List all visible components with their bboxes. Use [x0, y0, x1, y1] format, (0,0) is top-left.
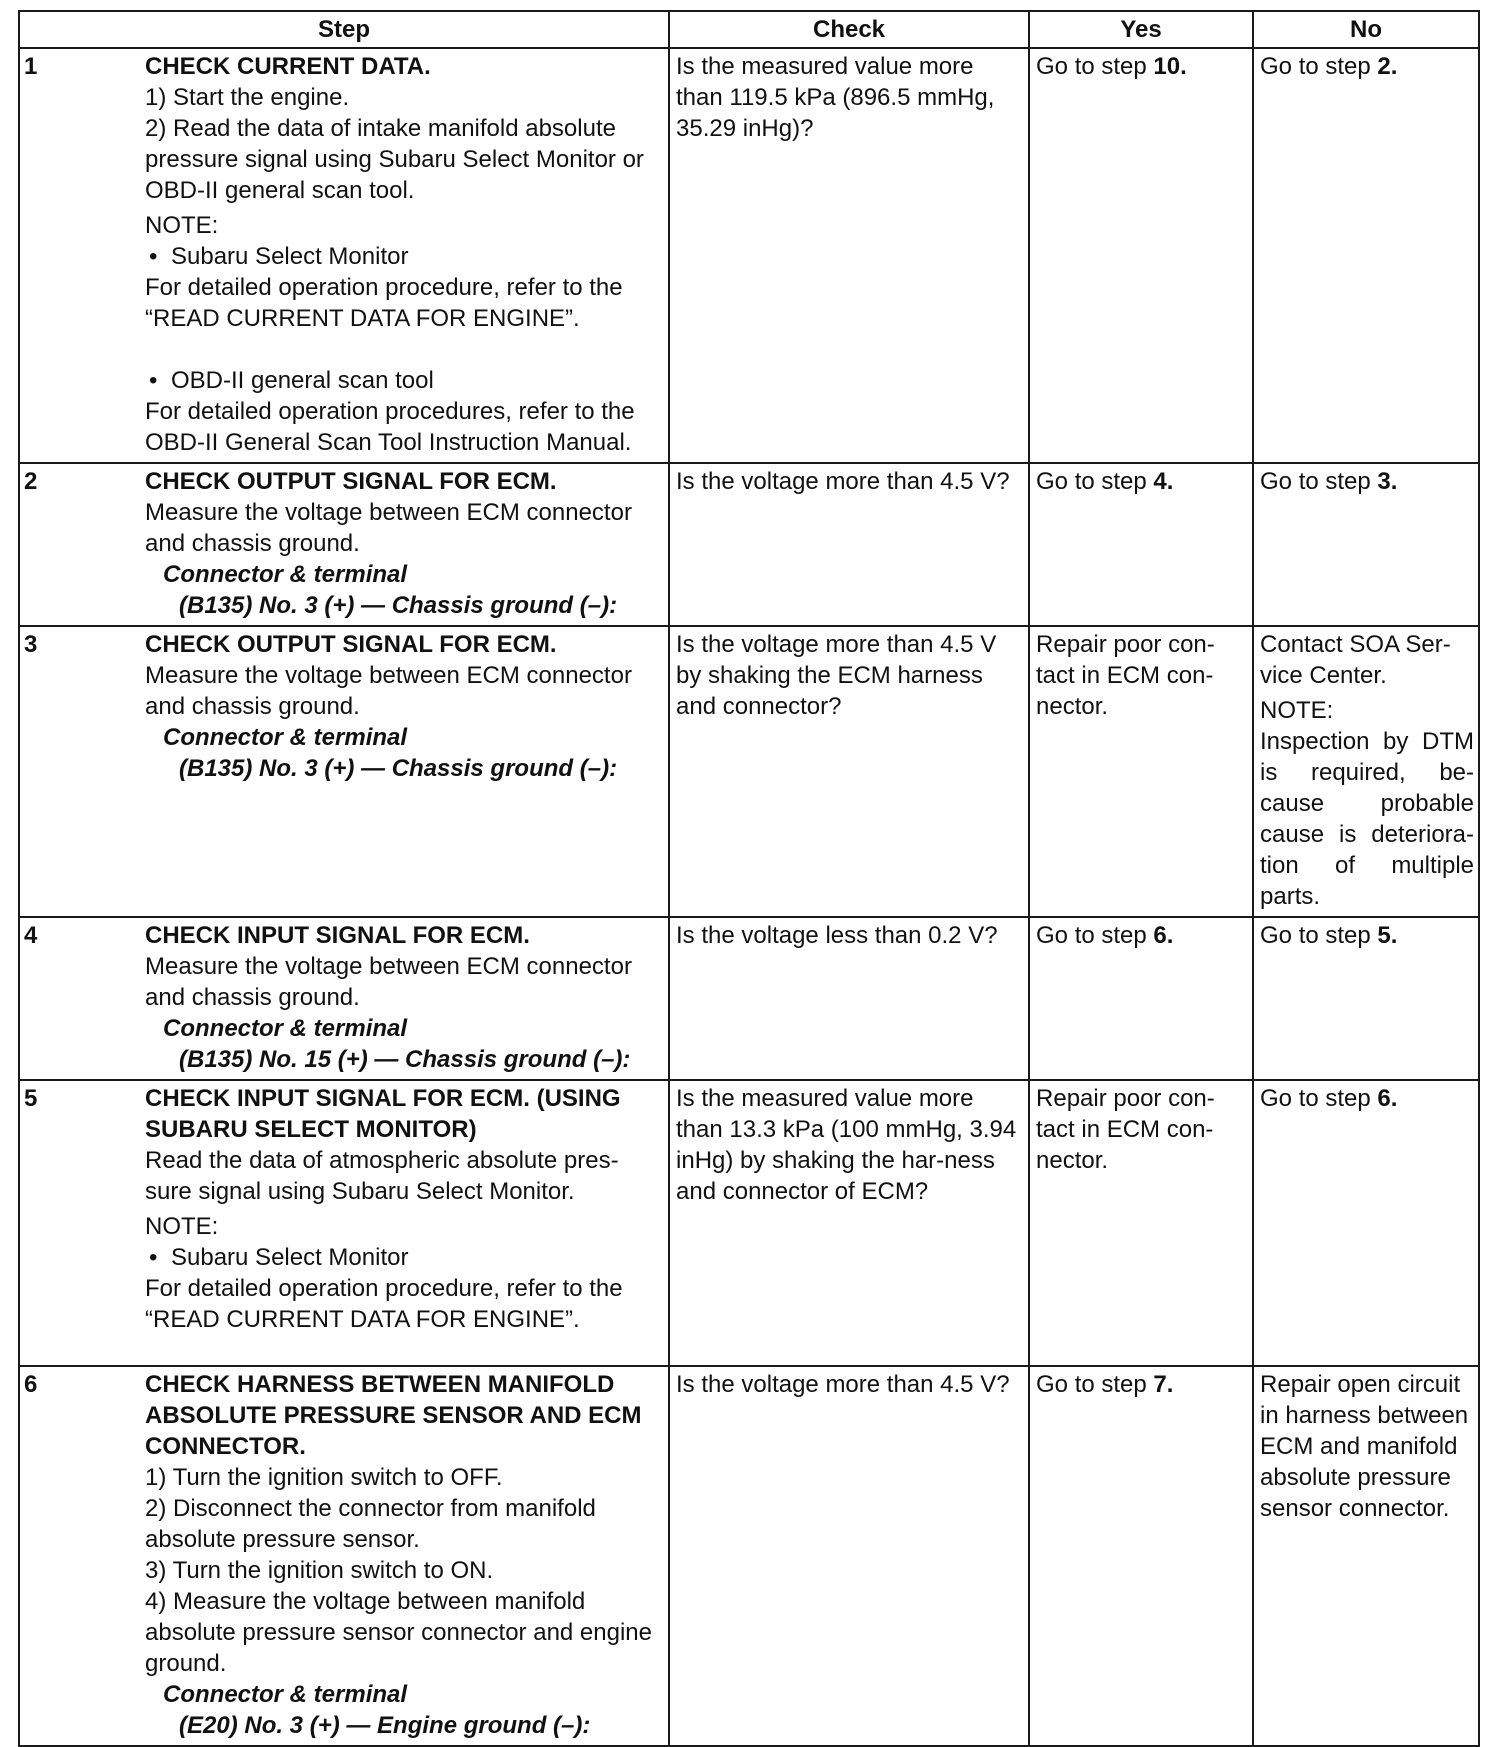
table-header-row: [19, 11, 1479, 48]
header-check: Check: [669, 11, 1029, 48]
step-title: CHECK OUTPUT SIGNAL FOR ECM.: [145, 631, 557, 658]
header-no: No: [1253, 11, 1479, 48]
no-text: Contact SOA Ser-vice Center.: [1260, 631, 1451, 689]
yes-cell: [1029, 48, 1253, 463]
terminal-spec: (B135) No. 3 (+) — Chassis ground (–):: [179, 592, 618, 619]
note-text: For detailed operation procedures, refer to the OBD-II General Scan Tool Instruction Manual.: [145, 398, 635, 456]
check-cell: Is the voltage more than 4.5 V by shaking the ECM harness and connector?: [669, 626, 1029, 917]
step-instruction: 2) Read the data of intake manifold absolute pressure signal using Subaru Select Monitor or OBD-II general scan tool.: [145, 115, 644, 204]
step-number: 1: [19, 48, 139, 463]
step-description: [139, 1080, 669, 1366]
step-title: CHECK INPUT SIGNAL FOR ECM. (USING SUBARU SELECT MONITOR): [145, 1085, 621, 1143]
no-prefix: Go to step: [1260, 468, 1378, 495]
step-instruction: 1) Turn the ignition switch to OFF.: [145, 1464, 503, 1491]
note-text: For detailed operation procedure, refer to the “READ CURRENT DATA FOR ENGINE”.: [145, 1275, 623, 1333]
yes-step-ref: 7.: [1153, 1371, 1174, 1398]
check-cell: Is the voltage less than 0.2 V?: [669, 917, 1029, 1080]
note-text: Inspection by DTM is required, be-cause probable cause is deteriora-tion of multiple parts.: [1260, 728, 1475, 910]
check-cell: Is the voltage more than 4.5 V?: [669, 1366, 1029, 1746]
note-label: NOTE:: [1260, 697, 1334, 724]
no-cell: [1253, 48, 1479, 463]
no-prefix: Go to step: [1260, 53, 1378, 80]
step-instruction: 3) Turn the ignition switch to ON.: [145, 1557, 494, 1584]
yes-step-ref: 10.: [1153, 53, 1187, 80]
terminal-spec: (B135) No. 3 (+) — Chassis ground (–):: [179, 755, 618, 782]
no-cell: [1253, 463, 1479, 626]
no-cell: [1253, 917, 1479, 1080]
table-row: [19, 1366, 1479, 1746]
table-row: [19, 1080, 1479, 1366]
step-instruction: 4) Measure the voltage between manifold absolute pressure sensor connector and engine ground.: [145, 1588, 652, 1677]
connector-label: Connector & terminal: [163, 724, 408, 751]
diagnostic-procedure-sheet: [18, 10, 1478, 1747]
step-instruction: Read the data of atmospheric absolute pres-sure signal using Subaru Select Monitor.: [145, 1147, 619, 1205]
note-bullet: • Subaru Select Monitor: [145, 241, 664, 272]
step-instruction: Measure the voltage between ECM connector and chassis ground.: [145, 662, 632, 720]
step-instruction: 1) Start the engine.: [145, 84, 350, 111]
step-description: [139, 463, 669, 626]
step-number: 3: [19, 626, 139, 917]
yes-cell: Repair poor con-tact in ECM con-nector.: [1029, 626, 1253, 917]
note-label: NOTE:: [145, 1213, 219, 1240]
connector-label: Connector & terminal: [163, 561, 408, 588]
diagnostic-table: [18, 10, 1480, 1747]
yes-cell: [1029, 463, 1253, 626]
step-description: [139, 917, 669, 1080]
no-step-ref: 5.: [1377, 922, 1398, 949]
table-row: [19, 48, 1479, 463]
no-step-ref: 3.: [1377, 468, 1398, 495]
step-instruction: Measure the voltage between ECM connector and chassis ground.: [145, 499, 632, 557]
yes-cell: [1029, 917, 1253, 1080]
connector-label: Connector & terminal: [163, 1681, 408, 1708]
header-step: Step: [19, 11, 669, 48]
table-row: [19, 463, 1479, 626]
note-text: For detailed operation procedure, refer to the “READ CURRENT DATA FOR ENGINE”.: [145, 274, 623, 332]
no-cell: [1253, 1080, 1479, 1366]
step-title: CHECK CURRENT DATA.: [145, 53, 431, 80]
step-number: 5: [19, 1080, 139, 1366]
note-bullet: • OBD-II general scan tool: [145, 365, 664, 396]
no-step-ref: 2.: [1377, 53, 1398, 80]
step-title: CHECK HARNESS BETWEEN MANIFOLD ABSOLUTE PRESSURE SENSOR AND ECM CONNECTOR.: [145, 1371, 642, 1460]
table-row: [19, 917, 1479, 1080]
check-cell: Is the measured value more than 119.5 kPa (896.5 mmHg, 35.29 inHg)?: [669, 48, 1029, 463]
step-description: [139, 48, 669, 463]
step-number: 6: [19, 1366, 139, 1746]
no-cell: [1253, 626, 1479, 917]
no-step-ref: 6.: [1377, 1085, 1398, 1112]
check-cell: Is the voltage more than 4.5 V?: [669, 463, 1029, 626]
terminal-spec: (E20) No. 3 (+) — Engine ground (–):: [179, 1712, 591, 1739]
note-label: NOTE:: [145, 212, 219, 239]
no-prefix: Go to step: [1260, 922, 1378, 949]
yes-cell: Repair poor con-tact in ECM con-nector.: [1029, 1080, 1253, 1366]
step-title: CHECK OUTPUT SIGNAL FOR ECM.: [145, 468, 557, 495]
yes-prefix: Go to step: [1036, 53, 1154, 80]
step-instruction: Measure the voltage between ECM connector and chassis ground.: [145, 953, 632, 1011]
step-instruction: 2) Disconnect the connector from manifold absolute pressure sensor.: [145, 1495, 596, 1553]
table-row: [19, 626, 1479, 917]
step-title: CHECK INPUT SIGNAL FOR ECM.: [145, 922, 530, 949]
step-description: [139, 1366, 669, 1746]
connector-label: Connector & terminal: [163, 1015, 408, 1042]
no-prefix: Go to step: [1260, 1085, 1378, 1112]
no-cell: Repair open circuit in harness between ECM and manifold absolute pressure sensor connector.: [1253, 1366, 1479, 1746]
yes-step-ref: 4.: [1153, 468, 1174, 495]
yes-cell: [1029, 1366, 1253, 1746]
check-cell: Is the measured value more than 13.3 kPa (100 mmHg, 3.94 inHg) by shaking the har-ness and connector of ECM?: [669, 1080, 1029, 1366]
header-yes: Yes: [1029, 11, 1253, 48]
step-number: 4: [19, 917, 139, 1080]
yes-prefix: Go to step: [1036, 468, 1154, 495]
yes-step-ref: 6.: [1153, 922, 1174, 949]
step-description: [139, 626, 669, 917]
yes-prefix: Go to step: [1036, 922, 1154, 949]
yes-prefix: Go to step: [1036, 1371, 1154, 1398]
note-bullet: • Subaru Select Monitor: [145, 1242, 664, 1273]
step-number: 2: [19, 463, 139, 626]
terminal-spec: (B135) No. 15 (+) — Chassis ground (–):: [179, 1046, 631, 1073]
